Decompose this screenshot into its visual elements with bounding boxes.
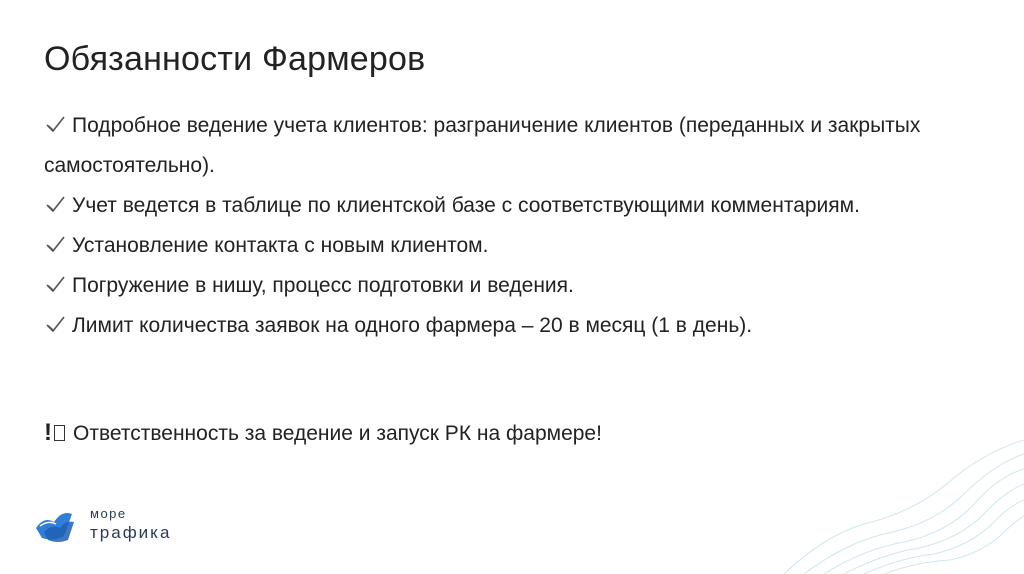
bullet-text: Установление контакта с новым клиентом. [72,234,489,257]
bullet-item [44,266,984,306]
bullet-text: Лимит количества заявок на одного фармера – 20 в месяц (1 в день). [72,314,753,337]
exclamation-icon: ! [44,419,52,446]
bullet-list [44,106,984,346]
bullet-item [44,226,984,266]
check-icon [44,193,66,215]
decorative-waves [764,424,1024,574]
slide-title: Обязанности Фармеров [44,40,426,78]
bullet-text: Погружение в нишу, процесс подготовки и ведения. [72,274,574,297]
bullet-text: Учет ведется в таблице по клиентской базе с соответствующими комментариям. [72,194,860,217]
warning-text: Ответственность за ведение и запуск РК на фармере! [73,422,602,445]
bullet-item [44,306,984,346]
bullet-text: Подробное ведение учета клиентов: разграничение клиентов (переданных и закрытых самостоятельно). [44,114,921,177]
check-icon [44,273,66,295]
warning-line [44,413,602,454]
logo-text-line1: море [90,506,127,521]
company-logo [34,502,194,550]
bullet-item [44,106,984,186]
check-icon [44,233,66,255]
logo-text-line2: трафика [90,523,172,542]
wave-logo-icon [34,502,78,546]
check-icon [44,313,66,335]
bullet-item [44,186,984,226]
missing-glyph-icon [54,425,65,441]
check-icon [44,113,66,135]
